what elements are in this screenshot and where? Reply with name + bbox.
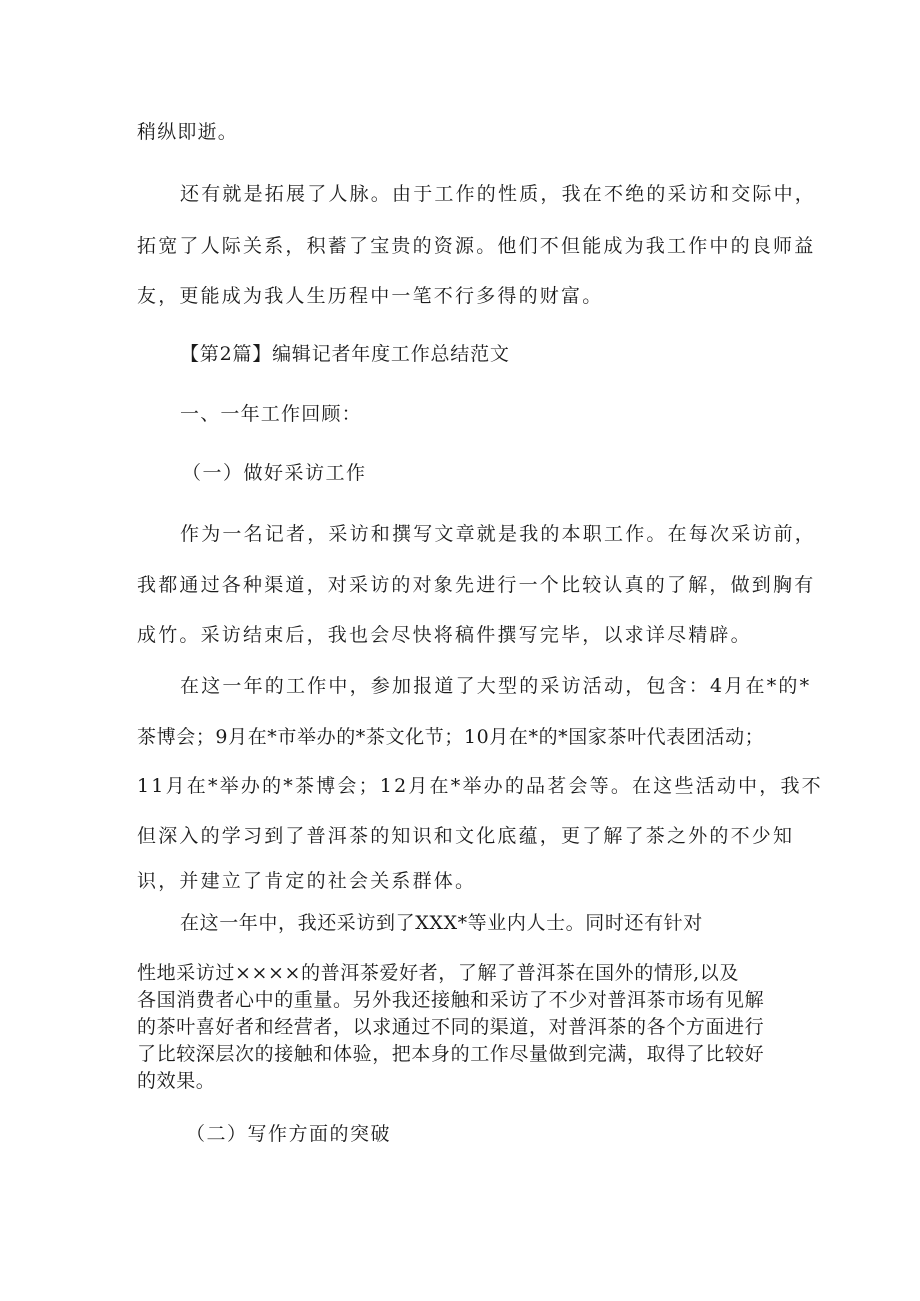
paragraph-line: 成竹。采访结束后，我也会尽快将稿件撰写完毕，以求详尽精辟。: [137, 624, 752, 646]
heading-level-2: （二）写作方面的突破: [186, 1123, 392, 1145]
paragraph-line: 的效果。: [137, 1070, 216, 1092]
paragraph-line: 稍纵即逝。: [137, 121, 239, 143]
paragraph-line: 在这一年中，我还采访到了XXX*等业内人士。同时还有针对: [180, 912, 703, 934]
paragraph-line: 识，并建立了肯定的社会关系群体。: [137, 870, 477, 892]
paragraph-line: 友，更能成为我人生历程中一笔不行多得的财富。: [137, 285, 604, 307]
paragraph-line: 的茶叶喜好者和经营者，以求通过不同的渠道，对普洱茶的各个方面进行: [137, 1016, 765, 1038]
paragraph-line: 我都通过各种渠道，对采访的对象先进行一个比较认真的了解，做到胸有: [137, 574, 816, 596]
paragraph-line: 了比较深层次的接触和体验，把本身的工作尽量做到完满，取得了比较好: [137, 1043, 765, 1065]
paragraph-line: 但深入的学习到了普洱茶的知识和文化底蕴，更了解了茶之外的不少知: [137, 825, 795, 847]
heading-level-2: （一）做好采访工作: [182, 462, 367, 484]
paragraph-line: 11月在*举办的*茶博会；12月在*举办的品茗会等。在这些活动中，我不: [137, 775, 823, 797]
section-heading: 【第2篇】编辑记者年度工作总结范文: [180, 343, 510, 365]
paragraph-line: 性地采访过××××的普洱茶爱好者，了解了普洱茶在国外的情形,以及: [137, 962, 739, 984]
paragraph-line: 各国消费者心中的重量。另外我还接触和采访了不少对普洱茶市场有见解: [137, 989, 765, 1011]
paragraph-line: 还有就是拓展了人脉。由于工作的性质，我在不绝的采访和交际中，: [180, 183, 817, 205]
heading-level-1: 一、一年工作回顾：: [180, 403, 362, 425]
paragraph-line: 在这一年的工作中，参加报道了大型的采访活动，包含：4月在*的*: [180, 675, 812, 697]
paragraph-line: 作为一名记者，采访和撰写文章就是我的本职工作。在每次采访前，: [180, 523, 817, 545]
paragraph-line: 茶博会；9月在*市举办的*茶文化节；10月在*的*国家茶叶代表团活动；: [137, 726, 765, 748]
paragraph-line: 拓宽了人际关系，积蓄了宝贵的资源。他们不但能成为我工作中的良师益: [137, 235, 816, 257]
